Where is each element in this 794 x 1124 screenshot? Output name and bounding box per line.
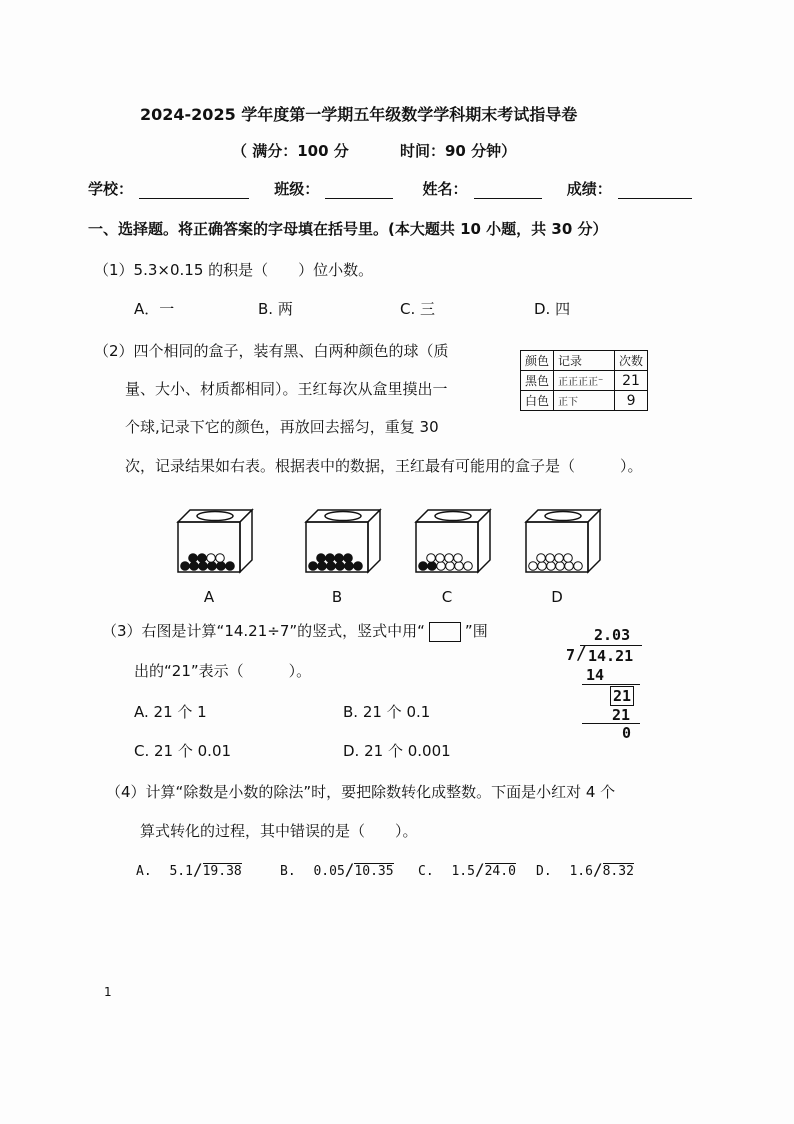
division-bracket: / (592, 860, 603, 879)
white-ball (207, 554, 216, 563)
white-ball (538, 562, 547, 571)
black-ball (199, 562, 208, 571)
question-1-stem: （1）5.3×0.15 的积是（ ）位小数。 (94, 261, 374, 279)
box-c-label: C (441, 588, 453, 606)
class-label: 班级： (274, 180, 320, 198)
black-ball (318, 562, 327, 571)
black-ball (208, 562, 217, 571)
q4-option-b (280, 860, 394, 879)
q4-option-a (136, 860, 242, 879)
option-divisor: 0.05 (313, 864, 345, 879)
black-ball (344, 554, 353, 563)
black-ball (419, 562, 428, 571)
black-ball (335, 554, 344, 563)
white-ball (556, 562, 565, 571)
grade-field[interactable] (618, 198, 692, 199)
black-ball (198, 554, 207, 563)
name-label: 姓名： (422, 180, 468, 198)
option-dividend: 24.0 (484, 864, 516, 879)
division-bracket: / (474, 860, 485, 879)
section-heading: 一、选择题。将正确答案的字母填在括号里。(本大题共 10 小题，共 30 分） (88, 220, 608, 238)
division-bracket: / (576, 643, 587, 664)
question-3-line1 (102, 620, 488, 642)
question-2-line1: （2）四个相同的盒子，装有黑、白两种颜色的球（质 (94, 342, 449, 360)
white-ball (529, 562, 538, 571)
q3-stem-pre: （3）右图是计算“14.21÷7”的竖式，竖式中用“ (102, 622, 425, 640)
time-label: 时间：90 分钟） (400, 142, 517, 160)
q3-option-c: C. 21 个 0.01 (134, 742, 232, 760)
option-dividend: 8.32 (602, 864, 634, 879)
white-ball (455, 562, 464, 571)
q1-option-d: D. 四 (534, 300, 571, 318)
black-ball (181, 562, 190, 571)
black-ball (309, 562, 318, 571)
tally-table (520, 350, 648, 411)
option-divisor: 5.1 (169, 864, 193, 879)
box-a-label: A (203, 588, 215, 606)
class-field[interactable] (325, 198, 393, 199)
division-bar (580, 645, 642, 646)
q3-option-b: B. 21 个 0.1 (343, 703, 431, 721)
option-letter: C. (418, 864, 434, 879)
q3-option-d: D. 21 个 0.001 (343, 742, 451, 760)
box-d-side (588, 510, 600, 572)
question-2-line3: 个球,记录下它的颜色，再放回去摇匀，重复 30 (125, 418, 439, 436)
white-ball (216, 554, 225, 563)
page-number: 1 (104, 985, 112, 999)
remainder: 0 (622, 724, 632, 742)
q3-option-a: A. 21 个 1 (134, 703, 207, 721)
table-cell-count: 9 (615, 391, 648, 411)
q3-stem-post: ”围 (464, 622, 488, 640)
q1-option-b: B. 两 (258, 300, 293, 318)
name-field[interactable] (474, 198, 542, 199)
table-cell-color: 黑色 (521, 371, 554, 391)
step-2: 21 (612, 706, 631, 724)
black-ball (217, 562, 226, 571)
black-ball (336, 562, 345, 571)
division-bracket: / (344, 860, 355, 879)
white-ball (445, 554, 454, 563)
white-ball (555, 554, 564, 563)
q1-option-c: C. 三 (400, 300, 436, 318)
ball-boxes-figure (0, 500, 794, 610)
white-ball (574, 562, 583, 571)
tally-table-header (521, 351, 648, 371)
student-info-row (88, 178, 698, 199)
quotient: 2.03 (594, 626, 631, 644)
boxed-21: 21 (610, 686, 634, 706)
table-row (521, 391, 648, 411)
option-dividend: 19.38 (202, 864, 242, 879)
black-ball (190, 562, 199, 571)
step-2-line (582, 723, 640, 724)
white-ball (537, 554, 546, 563)
table-cell-tally: 正正正正⁻ (554, 371, 615, 391)
white-ball (564, 554, 573, 563)
q4-option-c (418, 860, 516, 879)
box-b-label: B (331, 588, 343, 606)
option-dividend: 10.35 (354, 864, 394, 879)
table-row (521, 371, 648, 391)
step-1-line (582, 684, 640, 685)
long-division (560, 626, 650, 746)
school-label: 学校： (88, 180, 134, 198)
question-4-line1: （4）计算“除数是小数的除法”时，要把除数转化成整数。下面是小红对 4 个 (106, 783, 616, 801)
white-ball (546, 554, 555, 563)
page-title: 2024-2025 学年度第一学期五年级数学学科期末考试指导卷 (140, 105, 578, 124)
box-a-side (240, 510, 252, 572)
full-score-label: （ 满分：100 分 (232, 142, 349, 160)
box-symbol (429, 622, 461, 642)
table-cell-count: 21 (615, 371, 648, 391)
q4-option-d (536, 860, 634, 879)
question-3-line2: 出的“21”表示（ ）。 (134, 662, 312, 680)
table-header-count: 次数 (615, 351, 648, 371)
school-field[interactable] (139, 198, 249, 199)
question-2-line4: 次，记录结果如右表。根据表中的数据，王红最有可能用的盒子是（ ）。 (125, 457, 643, 475)
table-cell-tally: 正下 (554, 391, 615, 411)
black-ball (345, 562, 354, 571)
white-ball (547, 562, 556, 571)
white-ball (436, 554, 445, 563)
white-ball (427, 554, 436, 563)
black-ball (327, 562, 336, 571)
white-ball (565, 562, 574, 571)
black-ball (317, 554, 326, 563)
option-letter: A. (136, 864, 152, 879)
black-ball (189, 554, 198, 563)
option-letter: B. (280, 864, 296, 879)
box-c-side (478, 510, 490, 572)
table-header-record: 记录 (554, 351, 615, 371)
option-divisor: 1.5 (451, 864, 475, 879)
black-ball (428, 562, 437, 571)
option-divisor: 1.6 (569, 864, 593, 879)
white-ball (437, 562, 446, 571)
q1-option-a: A．一 (134, 300, 175, 318)
black-ball (354, 562, 363, 571)
division-bracket: / (192, 860, 203, 879)
white-ball (464, 562, 473, 571)
box-b-side (368, 510, 380, 572)
table-cell-color: 白色 (521, 391, 554, 411)
black-ball (226, 562, 235, 571)
dividend: 14.21 (588, 647, 634, 665)
question-2-line2: 量、大小、材质都相同）。王红每次从盒里摸出一 (125, 380, 448, 398)
divisor: 7 (566, 646, 576, 664)
box-d-label: D (551, 588, 563, 606)
question-4-line2: 算式转化的过程，其中错误的是（ ）。 (140, 822, 418, 840)
step-1: 14 (586, 666, 605, 684)
grade-label: 成绩： (566, 180, 612, 198)
black-ball (326, 554, 335, 563)
option-letter: D. (536, 864, 552, 879)
white-ball (454, 554, 463, 563)
white-ball (446, 562, 455, 571)
table-header-color: 颜色 (521, 351, 554, 371)
